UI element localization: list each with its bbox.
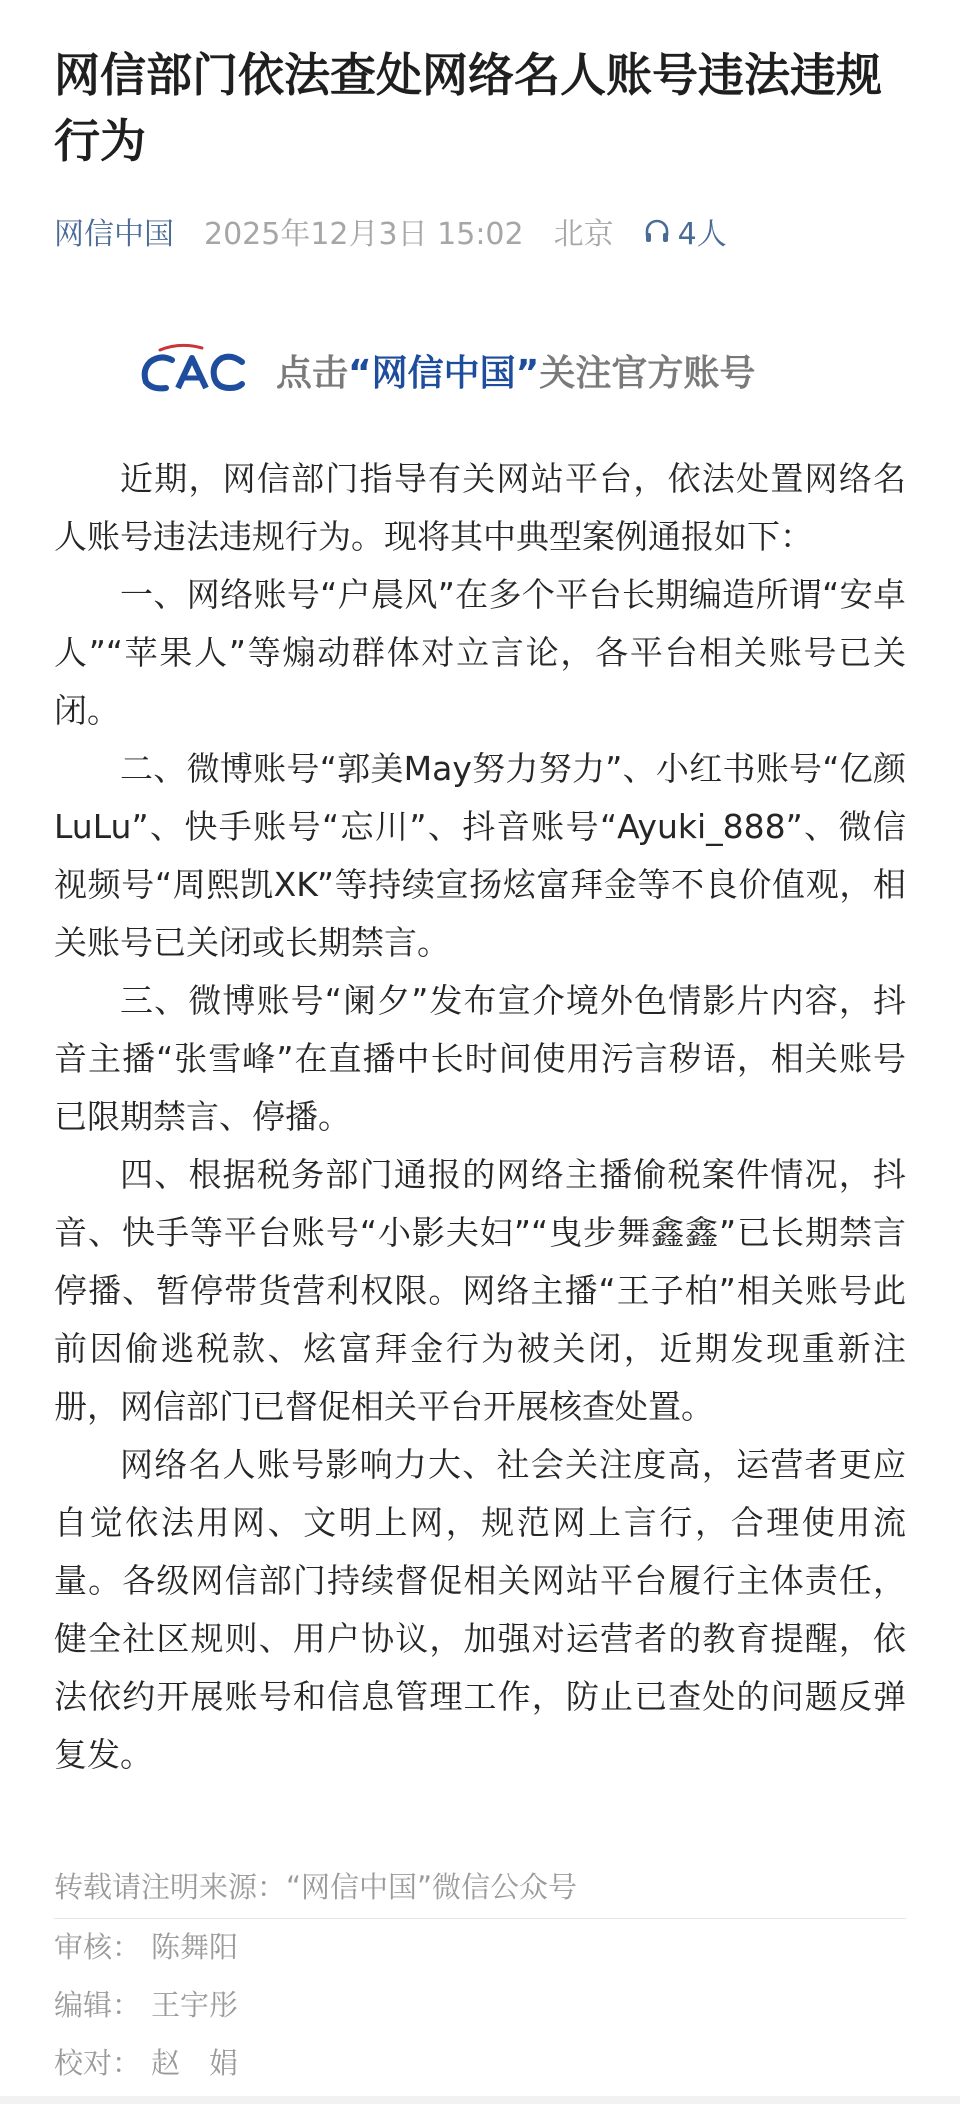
paragraph-case-3: 三、微博账号“阑夕”发布宣介境外色情影片内容，抖音主播“张雪峰”在直播中长时间使用污言秽语，相关账号已限期禁言、停播。 bbox=[54, 981, 906, 1136]
article-title: 网信部门依法查处网络名人账号违法违规行为 bbox=[54, 48, 882, 168]
editor-credit bbox=[54, 1982, 238, 2028]
editor-name: 王宇彤 bbox=[151, 1988, 239, 2022]
reviewer-label: 审核： bbox=[54, 1930, 142, 1964]
editor-label: 编辑： bbox=[54, 1988, 142, 2022]
paragraph-case-2: 二、微博账号“郭美May努力努力”、小红书账号“亿颜LuLu”、快手账号“忘川”、抖音账号“Ayuki_888”、微信视频号“周熙凯XK”等持续宣扬炫富拜金等不良价值观，相关账号已关闭或长期禁言。 bbox=[54, 749, 906, 962]
listener-count: 4人 bbox=[677, 217, 727, 252]
footer-divider bbox=[54, 1918, 906, 1919]
proofreader-name: 赵 娟 bbox=[151, 2046, 239, 2080]
headphones-icon bbox=[644, 218, 670, 244]
cac-logo bbox=[140, 342, 248, 398]
paragraph-conclusion: 网络名人账号影响力大、社会关注度高，运营者更应自觉依法用网、文明上网，规范网上言行，合理使用流量。各级网信部门持续督促相关网站平台履行主体责任，健全社区规则、用户协议，加强对运营者的教育提醒，依法依约开展账号和信息管理工作，防止已查处的问题反弹复发。 bbox=[54, 1445, 906, 1774]
paragraph-case-4: 四、根据税务部门通报的网络主播偷税案件情况，抖音、快手等平台账号“小影夫妇”“曳步舞鑫鑫”已长期禁言停播、暂停带货营利权限。网络主播“王子柏”相关账号此前因偷逃税款、炫富拜金行为被关闭，近期发现重新注册，网信部门已督促相关平台开展核查处置。 bbox=[54, 1155, 906, 1426]
article-body bbox=[54, 450, 906, 1784]
paragraph-intro: 近期，网信部门指导有关网站平台，依法处置网络名人账号违法违规行为。现将其中典型案例通报如下： bbox=[54, 459, 906, 556]
paragraph-case-1: 一、网络账号“户晨风”在多个平台长期编造所谓“安卓人”“苹果人”等煽动群体对立言论，各平台相关账号已关闭。 bbox=[54, 575, 906, 730]
banner-text-before: 点击 bbox=[276, 352, 349, 394]
banner-text-after: 关注官方账号 bbox=[539, 352, 756, 394]
publish-date: 2025年12月3日 15:02 bbox=[204, 217, 524, 252]
reviewer-credit bbox=[54, 1924, 238, 1970]
proofreader-label: 校对： bbox=[54, 2046, 142, 2080]
banner-account-name: “网信中国” bbox=[348, 352, 540, 394]
reprint-notice: 转载请注明来源：“网信中国”微信公众号 bbox=[54, 1870, 578, 1904]
publish-location: 北京 bbox=[553, 217, 614, 252]
proofreader-credit bbox=[54, 2040, 238, 2086]
article-meta bbox=[54, 211, 727, 251]
source-link[interactable]: 网信中国 bbox=[54, 217, 174, 252]
reviewer-name: 陈舞阳 bbox=[151, 1930, 239, 1964]
bottom-strip bbox=[0, 2096, 960, 2104]
listen-button[interactable] bbox=[644, 209, 727, 253]
follow-banner[interactable] bbox=[140, 335, 755, 405]
